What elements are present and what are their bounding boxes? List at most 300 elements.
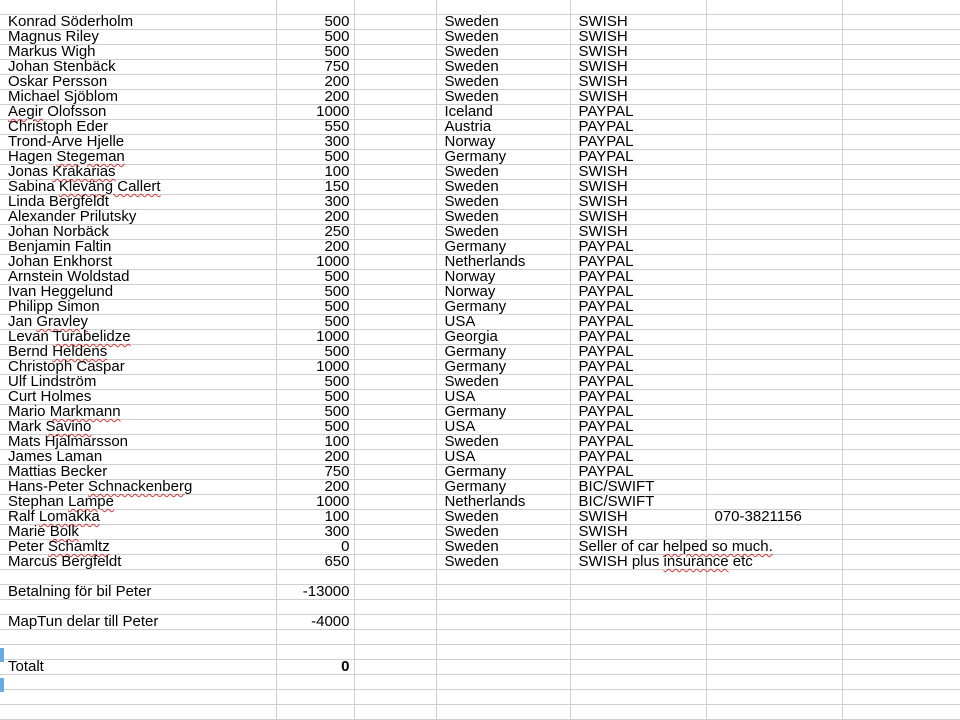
cell-name[interactable]: Curt Holmes bbox=[0, 390, 276, 405]
cell-extra[interactable] bbox=[842, 360, 960, 375]
cell-amount[interactable]: 200 bbox=[276, 210, 354, 225]
cell-note[interactable] bbox=[706, 660, 842, 675]
cell-name[interactable]: Betalning för bil Peter bbox=[0, 585, 276, 600]
cell-country[interactable]: Sweden bbox=[436, 60, 570, 75]
cell-country[interactable] bbox=[436, 585, 570, 600]
cell-amount[interactable]: 500 bbox=[276, 345, 354, 360]
cell-extra[interactable] bbox=[842, 180, 960, 195]
cell-note[interactable] bbox=[706, 75, 842, 90]
cell-extra[interactable] bbox=[842, 0, 960, 15]
cell-country[interactable] bbox=[436, 600, 570, 615]
cell-note[interactable]: 070-3821156 bbox=[706, 510, 842, 525]
cell-name[interactable]: Aegir Olofsson bbox=[0, 105, 276, 120]
cell-blank[interactable] bbox=[354, 705, 436, 720]
cell-extra[interactable] bbox=[842, 465, 960, 480]
cell-payment-method[interactable]: PAYPAL bbox=[570, 330, 706, 345]
cell-blank[interactable] bbox=[354, 75, 436, 90]
cell-blank[interactable] bbox=[354, 120, 436, 135]
cell-payment-method[interactable]: SWISH bbox=[570, 30, 706, 45]
cell-name[interactable]: Michael Sjöblom bbox=[0, 90, 276, 105]
cell-blank[interactable] bbox=[354, 240, 436, 255]
cell-extra[interactable] bbox=[842, 345, 960, 360]
cell-country[interactable]: Germany bbox=[436, 240, 570, 255]
cell-payment-method[interactable] bbox=[570, 660, 706, 675]
cell-country[interactable] bbox=[436, 630, 570, 645]
cell-note[interactable] bbox=[706, 570, 842, 585]
cell-payment-method[interactable]: PAYPAL bbox=[570, 150, 706, 165]
cell-extra[interactable] bbox=[842, 660, 960, 675]
cell-extra[interactable] bbox=[842, 555, 960, 570]
cell-payment-method[interactable]: SWISH plus insurance etc bbox=[570, 555, 706, 570]
cell-note[interactable] bbox=[706, 45, 842, 60]
cell-payment-method[interactable] bbox=[570, 615, 706, 630]
cell-extra[interactable] bbox=[842, 450, 960, 465]
cell-name[interactable]: Philipp Simon bbox=[0, 300, 276, 315]
cell-note[interactable] bbox=[706, 645, 842, 660]
cell-blank[interactable] bbox=[354, 405, 436, 420]
cell-country[interactable]: Sweden bbox=[436, 510, 570, 525]
cell-blank[interactable] bbox=[354, 0, 436, 15]
cell-name[interactable]: Hagen Stegeman bbox=[0, 150, 276, 165]
cell-blank[interactable] bbox=[354, 225, 436, 240]
cell-name[interactable]: Bernd Heldens bbox=[0, 345, 276, 360]
cell-extra[interactable] bbox=[842, 525, 960, 540]
cell-blank[interactable] bbox=[354, 675, 436, 690]
cell-note[interactable] bbox=[706, 210, 842, 225]
cell-blank[interactable] bbox=[354, 630, 436, 645]
cell-extra[interactable] bbox=[842, 195, 960, 210]
cell-country[interactable]: Germany bbox=[436, 360, 570, 375]
cell-note[interactable] bbox=[706, 285, 842, 300]
cell-name[interactable]: Markus Wigh bbox=[0, 45, 276, 60]
cell-blank[interactable] bbox=[354, 285, 436, 300]
cell-amount[interactable]: 0 bbox=[276, 540, 354, 555]
cell-blank[interactable] bbox=[354, 150, 436, 165]
cell-note[interactable] bbox=[706, 105, 842, 120]
cell-name[interactable]: Mats Hjalmarsson bbox=[0, 435, 276, 450]
cell-note[interactable] bbox=[706, 675, 842, 690]
cell-name[interactable]: Konrad Söderholm bbox=[0, 15, 276, 30]
cell-amount[interactable]: 300 bbox=[276, 525, 354, 540]
cell-country[interactable]: Sweden bbox=[436, 375, 570, 390]
cell-country[interactable] bbox=[436, 705, 570, 720]
cell-amount[interactable]: -4000 bbox=[276, 615, 354, 630]
cell-name[interactable]: Mattias Becker bbox=[0, 465, 276, 480]
cell-amount[interactable]: 200 bbox=[276, 75, 354, 90]
cell-blank[interactable] bbox=[354, 15, 436, 30]
cell-name[interactable]: Arnstein Woldstad bbox=[0, 270, 276, 285]
cell-country[interactable]: Norway bbox=[436, 285, 570, 300]
cell-name[interactable]: Marcus Bergfeldt bbox=[0, 555, 276, 570]
cell-country[interactable]: Germany bbox=[436, 465, 570, 480]
cell-payment-method[interactable] bbox=[570, 570, 706, 585]
cell-payment-method[interactable]: PAYPAL bbox=[570, 300, 706, 315]
cell-blank[interactable] bbox=[354, 210, 436, 225]
cell-name[interactable]: Oskar Persson bbox=[0, 75, 276, 90]
cell-name[interactable]: Benjamin Faltin bbox=[0, 240, 276, 255]
cell-note[interactable] bbox=[706, 15, 842, 30]
cell-extra[interactable] bbox=[842, 300, 960, 315]
cell-blank[interactable] bbox=[354, 180, 436, 195]
cell-name[interactable]: Mark Savino bbox=[0, 420, 276, 435]
cell-extra[interactable] bbox=[842, 600, 960, 615]
cell-payment-method[interactable]: SWISH bbox=[570, 165, 706, 180]
cell-payment-method[interactable]: PAYPAL bbox=[570, 120, 706, 135]
cell-amount[interactable]: 500 bbox=[276, 300, 354, 315]
cell-note[interactable] bbox=[706, 180, 842, 195]
cell-country[interactable]: Sweden bbox=[436, 75, 570, 90]
cell-name[interactable]: Johan Norbäck bbox=[0, 225, 276, 240]
cell-payment-method[interactable] bbox=[570, 600, 706, 615]
cell-payment-method[interactable]: SWISH bbox=[570, 510, 706, 525]
cell-country[interactable] bbox=[436, 660, 570, 675]
cell-amount[interactable] bbox=[276, 705, 354, 720]
cell-country[interactable]: Georgia bbox=[436, 330, 570, 345]
cell-amount[interactable]: 100 bbox=[276, 165, 354, 180]
cell-country[interactable]: Norway bbox=[436, 135, 570, 150]
cell-country[interactable]: Sweden bbox=[436, 90, 570, 105]
cell-amount[interactable]: 1000 bbox=[276, 360, 354, 375]
cell-blank[interactable] bbox=[354, 540, 436, 555]
cell-country[interactable] bbox=[436, 615, 570, 630]
cell-extra[interactable] bbox=[842, 90, 960, 105]
cell-amount[interactable]: 200 bbox=[276, 480, 354, 495]
cell-country[interactable] bbox=[436, 570, 570, 585]
cell-blank[interactable] bbox=[354, 270, 436, 285]
cell-note[interactable] bbox=[706, 465, 842, 480]
cell-blank[interactable] bbox=[354, 315, 436, 330]
cell-note[interactable] bbox=[706, 165, 842, 180]
cell-payment-method[interactable]: PAYPAL bbox=[570, 285, 706, 300]
cell-extra[interactable] bbox=[842, 420, 960, 435]
cell-note[interactable] bbox=[706, 600, 842, 615]
cell-extra[interactable] bbox=[842, 510, 960, 525]
cell-name[interactable] bbox=[0, 675, 276, 690]
cell-blank[interactable] bbox=[354, 420, 436, 435]
cell-payment-method[interactable] bbox=[570, 645, 706, 660]
cell-name[interactable]: Levan Turabelidze bbox=[0, 330, 276, 345]
cell-extra[interactable] bbox=[842, 435, 960, 450]
cell-name[interactable]: Alexander Prilutsky bbox=[0, 210, 276, 225]
cell-payment-method[interactable] bbox=[570, 675, 706, 690]
cell-blank[interactable] bbox=[354, 105, 436, 120]
cell-amount[interactable]: 300 bbox=[276, 195, 354, 210]
cell-note[interactable] bbox=[706, 135, 842, 150]
cell-extra[interactable] bbox=[842, 405, 960, 420]
cell-extra[interactable] bbox=[842, 285, 960, 300]
cell-note[interactable] bbox=[706, 405, 842, 420]
cell-name[interactable]: Ulf Lindström bbox=[0, 375, 276, 390]
cell-blank[interactable] bbox=[354, 375, 436, 390]
cell-blank[interactable] bbox=[354, 195, 436, 210]
cell-blank[interactable] bbox=[354, 555, 436, 570]
cell-note[interactable] bbox=[706, 435, 842, 450]
cell-blank[interactable] bbox=[354, 360, 436, 375]
cell-blank[interactable] bbox=[354, 465, 436, 480]
cell-amount[interactable]: 500 bbox=[276, 315, 354, 330]
cell-blank[interactable] bbox=[354, 645, 436, 660]
cell-payment-method[interactable]: PAYPAL bbox=[570, 435, 706, 450]
cell-note[interactable] bbox=[706, 195, 842, 210]
cell-blank[interactable] bbox=[354, 510, 436, 525]
cell-payment-method[interactable] bbox=[570, 705, 706, 720]
cell-payment-method[interactable]: PAYPAL bbox=[570, 390, 706, 405]
cell-extra[interactable] bbox=[842, 240, 960, 255]
cell-extra[interactable] bbox=[842, 570, 960, 585]
cell-extra[interactable] bbox=[842, 150, 960, 165]
cell-country[interactable] bbox=[436, 675, 570, 690]
cell-amount[interactable] bbox=[276, 630, 354, 645]
cell-amount[interactable]: 0 bbox=[276, 660, 354, 675]
cell-amount[interactable]: 200 bbox=[276, 240, 354, 255]
cell-name[interactable]: Hans-Peter Schnackenberg bbox=[0, 480, 276, 495]
cell-payment-method[interactable]: PAYPAL bbox=[570, 105, 706, 120]
cell-blank[interactable] bbox=[354, 450, 436, 465]
cell-note[interactable] bbox=[706, 585, 842, 600]
cell-note[interactable] bbox=[706, 60, 842, 75]
cell-country[interactable]: Netherlands bbox=[436, 255, 570, 270]
cell-note[interactable] bbox=[706, 270, 842, 285]
cell-amount[interactable]: 500 bbox=[276, 270, 354, 285]
cell-extra[interactable] bbox=[842, 585, 960, 600]
cell-blank[interactable] bbox=[354, 390, 436, 405]
cell-amount[interactable]: 100 bbox=[276, 435, 354, 450]
cell-extra[interactable] bbox=[842, 225, 960, 240]
cell-extra[interactable] bbox=[842, 165, 960, 180]
cell-name[interactable]: Ivan Heggelund bbox=[0, 285, 276, 300]
cell-extra[interactable] bbox=[842, 705, 960, 720]
cell-blank[interactable] bbox=[354, 435, 436, 450]
cell-country[interactable] bbox=[436, 690, 570, 705]
cell-amount[interactable] bbox=[276, 675, 354, 690]
cell-payment-method[interactable]: BIC/SWIFT bbox=[570, 480, 706, 495]
cell-extra[interactable] bbox=[842, 540, 960, 555]
cell-amount[interactable]: 750 bbox=[276, 60, 354, 75]
cell-blank[interactable] bbox=[354, 60, 436, 75]
cell-country[interactable]: Norway bbox=[436, 270, 570, 285]
cell-amount[interactable]: 500 bbox=[276, 420, 354, 435]
cell-name[interactable]: Peter Schamltz bbox=[0, 540, 276, 555]
cell-extra[interactable] bbox=[842, 30, 960, 45]
cell-payment-method[interactable]: SWISH bbox=[570, 15, 706, 30]
cell-name[interactable]: Christoph Caspar bbox=[0, 360, 276, 375]
cell-payment-method[interactable]: PAYPAL bbox=[570, 420, 706, 435]
cell-blank[interactable] bbox=[354, 690, 436, 705]
cell-amount[interactable]: 1000 bbox=[276, 105, 354, 120]
cell-payment-method[interactable]: SWISH bbox=[570, 45, 706, 60]
cell-payment-method[interactable]: SWISH bbox=[570, 75, 706, 90]
cell-note[interactable] bbox=[706, 450, 842, 465]
cell-name[interactable]: Ralf Lomakka bbox=[0, 510, 276, 525]
cell-country[interactable]: USA bbox=[436, 315, 570, 330]
cell-note[interactable] bbox=[706, 90, 842, 105]
cell-payment-method[interactable]: PAYPAL bbox=[570, 135, 706, 150]
cell-extra[interactable] bbox=[842, 390, 960, 405]
cell-amount[interactable]: 150 bbox=[276, 180, 354, 195]
cell-extra[interactable] bbox=[842, 45, 960, 60]
cell-country[interactable]: Germany bbox=[436, 405, 570, 420]
cell-blank[interactable] bbox=[354, 30, 436, 45]
cell-note[interactable] bbox=[706, 120, 842, 135]
cell-payment-method[interactable]: PAYPAL bbox=[570, 360, 706, 375]
cell-amount[interactable]: 1000 bbox=[276, 495, 354, 510]
cell-payment-method[interactable] bbox=[570, 630, 706, 645]
cell-country[interactable]: USA bbox=[436, 420, 570, 435]
cell-payment-method[interactable]: Seller of car helped so much. bbox=[570, 540, 706, 555]
cell-note[interactable] bbox=[706, 225, 842, 240]
cell-country[interactable]: USA bbox=[436, 390, 570, 405]
cell-note[interactable] bbox=[706, 420, 842, 435]
cell-note[interactable] bbox=[706, 345, 842, 360]
cell-extra[interactable] bbox=[842, 75, 960, 90]
cell-country[interactable] bbox=[436, 645, 570, 660]
cell-country[interactable]: Sweden bbox=[436, 15, 570, 30]
cell-note[interactable] bbox=[706, 0, 842, 15]
cell-note[interactable] bbox=[706, 330, 842, 345]
cell-name[interactable] bbox=[0, 630, 276, 645]
cell-amount[interactable]: 100 bbox=[276, 510, 354, 525]
cell-payment-method[interactable]: PAYPAL bbox=[570, 405, 706, 420]
cell-amount[interactable]: 250 bbox=[276, 225, 354, 240]
cell-amount[interactable]: 1000 bbox=[276, 330, 354, 345]
cell-amount[interactable]: 500 bbox=[276, 150, 354, 165]
cell-amount[interactable]: -13000 bbox=[276, 585, 354, 600]
cell-country[interactable]: Sweden bbox=[436, 165, 570, 180]
cell-extra[interactable] bbox=[842, 105, 960, 120]
cell-country[interactable]: Sweden bbox=[436, 45, 570, 60]
cell-extra[interactable] bbox=[842, 615, 960, 630]
cell-payment-method[interactable]: SWISH bbox=[570, 525, 706, 540]
cell-payment-method[interactable] bbox=[570, 585, 706, 600]
cell-payment-method[interactable]: SWISH bbox=[570, 210, 706, 225]
cell-blank[interactable] bbox=[354, 480, 436, 495]
cell-blank[interactable] bbox=[354, 45, 436, 60]
cell-extra[interactable] bbox=[842, 315, 960, 330]
cell-blank[interactable] bbox=[354, 585, 436, 600]
cell-payment-method[interactable]: PAYPAL bbox=[570, 315, 706, 330]
cell-name[interactable]: Stephan Lampe bbox=[0, 495, 276, 510]
cell-amount[interactable]: 200 bbox=[276, 450, 354, 465]
cell-note[interactable] bbox=[706, 390, 842, 405]
cell-payment-method[interactable]: PAYPAL bbox=[570, 270, 706, 285]
cell-note[interactable] bbox=[706, 300, 842, 315]
cell-amount[interactable]: 650 bbox=[276, 555, 354, 570]
cell-extra[interactable] bbox=[842, 630, 960, 645]
cell-extra[interactable] bbox=[842, 60, 960, 75]
cell-extra[interactable] bbox=[842, 495, 960, 510]
cell-country[interactable]: Sweden bbox=[436, 525, 570, 540]
cell-amount[interactable]: 500 bbox=[276, 45, 354, 60]
cell-name[interactable]: Sabina Kleväng Callert bbox=[0, 180, 276, 195]
cell-blank[interactable] bbox=[354, 660, 436, 675]
cell-country[interactable]: Sweden bbox=[436, 210, 570, 225]
cell-amount[interactable]: 550 bbox=[276, 120, 354, 135]
cell-note[interactable] bbox=[706, 255, 842, 270]
cell-extra[interactable] bbox=[842, 210, 960, 225]
cell-country[interactable]: Sweden bbox=[436, 195, 570, 210]
cell-payment-method[interactable]: SWISH bbox=[570, 60, 706, 75]
cell-blank[interactable] bbox=[354, 570, 436, 585]
cell-blank[interactable] bbox=[354, 495, 436, 510]
cell-extra[interactable] bbox=[842, 120, 960, 135]
cell-extra[interactable] bbox=[842, 15, 960, 30]
cell-name[interactable]: Trond-Arve Hjelle bbox=[0, 135, 276, 150]
cell-blank[interactable] bbox=[354, 615, 436, 630]
cell-amount[interactable]: 500 bbox=[276, 375, 354, 390]
cell-note[interactable] bbox=[706, 480, 842, 495]
cell-note[interactable] bbox=[706, 630, 842, 645]
cell-payment-method[interactable] bbox=[570, 690, 706, 705]
cell-country[interactable]: Iceland bbox=[436, 105, 570, 120]
cell-note[interactable] bbox=[706, 705, 842, 720]
cell-extra[interactable] bbox=[842, 375, 960, 390]
cell-payment-method[interactable]: PAYPAL bbox=[570, 240, 706, 255]
cell-country[interactable]: Germany bbox=[436, 480, 570, 495]
cell-name[interactable]: Christoph Eder bbox=[0, 120, 276, 135]
cell-amount[interactable]: 1000 bbox=[276, 255, 354, 270]
cell-payment-method[interactable]: BIC/SWIFT bbox=[570, 495, 706, 510]
cell-blank[interactable] bbox=[354, 525, 436, 540]
cell-name[interactable]: MapTun delar till Peter bbox=[0, 615, 276, 630]
cell-payment-method[interactable]: SWISH bbox=[570, 225, 706, 240]
cell-blank[interactable] bbox=[354, 330, 436, 345]
cell-amount[interactable]: 500 bbox=[276, 405, 354, 420]
cell-payment-method[interactable]: PAYPAL bbox=[570, 450, 706, 465]
cell-note[interactable] bbox=[706, 360, 842, 375]
cell-amount[interactable]: 750 bbox=[276, 465, 354, 480]
cell-blank[interactable] bbox=[354, 600, 436, 615]
cell-extra[interactable] bbox=[842, 480, 960, 495]
cell-name[interactable] bbox=[0, 705, 276, 720]
cell-note[interactable] bbox=[706, 690, 842, 705]
cell-country[interactable]: Netherlands bbox=[436, 495, 570, 510]
cell-name[interactable]: Jonas Krakarias bbox=[0, 165, 276, 180]
cell-country[interactable]: USA bbox=[436, 450, 570, 465]
cell-name[interactable]: Linda Bergfeldt bbox=[0, 195, 276, 210]
cell-blank[interactable] bbox=[354, 90, 436, 105]
cell-note[interactable] bbox=[706, 150, 842, 165]
cell-payment-method[interactable]: SWISH bbox=[570, 195, 706, 210]
cell-payment-method[interactable]: SWISH bbox=[570, 180, 706, 195]
cell-payment-method[interactable]: SWISH bbox=[570, 90, 706, 105]
cell-amount[interactable]: 200 bbox=[276, 90, 354, 105]
cell-country[interactable]: Germany bbox=[436, 150, 570, 165]
cell-country[interactable]: Sweden bbox=[436, 540, 570, 555]
cell-extra[interactable] bbox=[842, 135, 960, 150]
cell-amount[interactable]: 500 bbox=[276, 30, 354, 45]
cell-blank[interactable] bbox=[354, 165, 436, 180]
cell-amount[interactable]: 500 bbox=[276, 390, 354, 405]
cell-name[interactable]: James Laman bbox=[0, 450, 276, 465]
cell-extra[interactable] bbox=[842, 645, 960, 660]
cell-blank[interactable] bbox=[354, 135, 436, 150]
cell-country[interactable]: Germany bbox=[436, 300, 570, 315]
cell-name[interactable]: Marie Bolk bbox=[0, 525, 276, 540]
cell-payment-method[interactable]: PAYPAL bbox=[570, 465, 706, 480]
cell-country[interactable]: Sweden bbox=[436, 555, 570, 570]
cell-country[interactable]: Sweden bbox=[436, 180, 570, 195]
cell-blank[interactable] bbox=[354, 345, 436, 360]
cell-note[interactable] bbox=[706, 240, 842, 255]
cell-note[interactable] bbox=[706, 315, 842, 330]
cell-extra[interactable] bbox=[842, 255, 960, 270]
cell-name[interactable]: Jan Gravley bbox=[0, 315, 276, 330]
cell-amount[interactable]: 300 bbox=[276, 135, 354, 150]
cell-note[interactable] bbox=[706, 375, 842, 390]
cell-name[interactable]: Magnus Riley bbox=[0, 30, 276, 45]
cell-country[interactable]: Sweden bbox=[436, 225, 570, 240]
cell-payment-method[interactable]: PAYPAL bbox=[570, 255, 706, 270]
